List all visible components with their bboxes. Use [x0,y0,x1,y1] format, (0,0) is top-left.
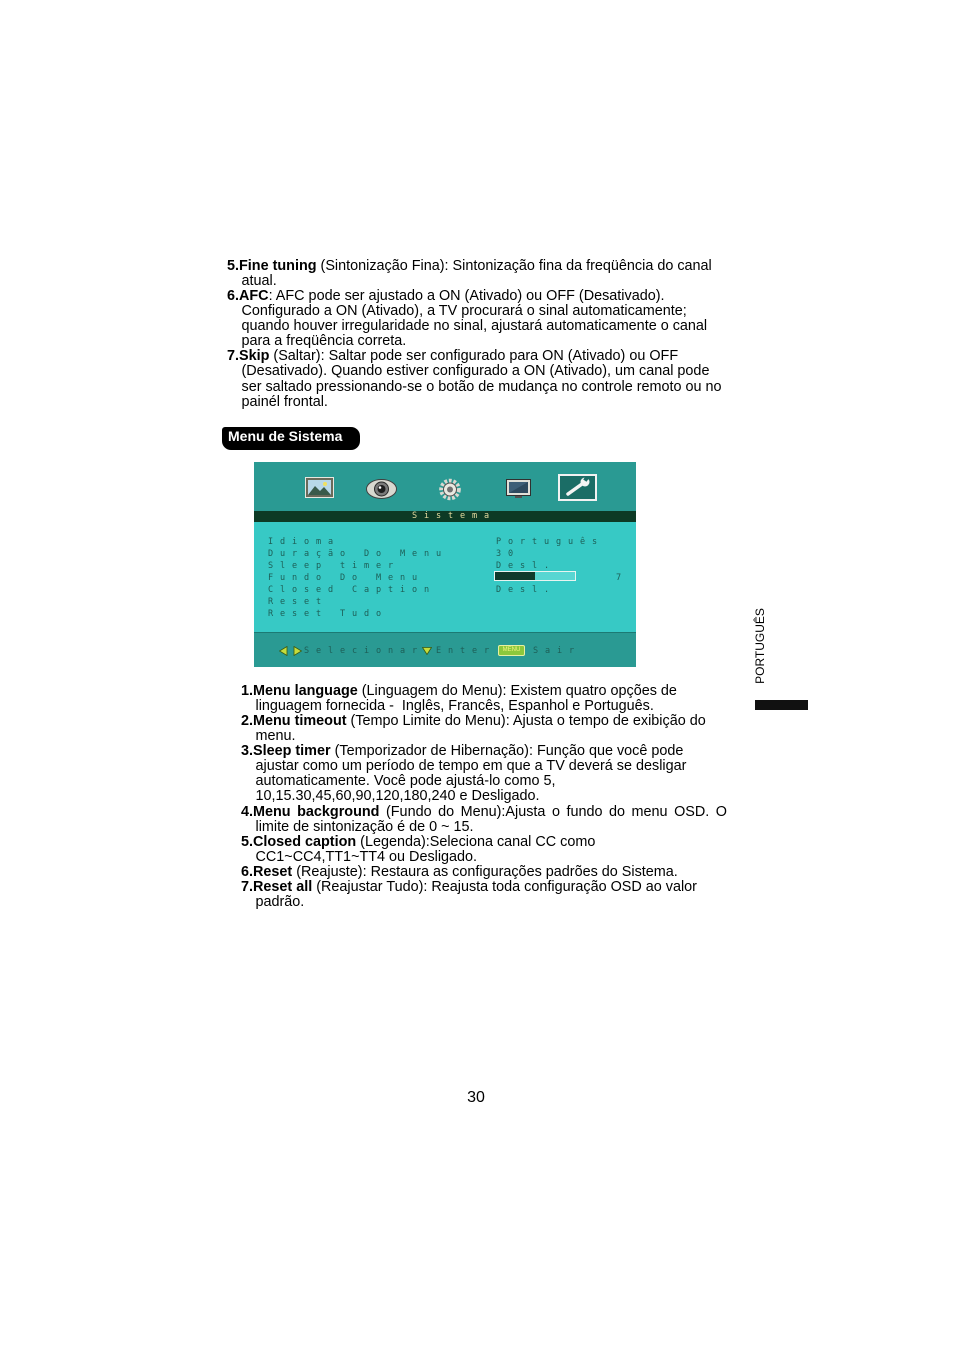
osd-title: Sistema [412,511,496,521]
list-item-sleep-timer [241,744,727,805]
list-item-afc [227,289,722,350]
slider-fill [495,572,535,580]
wrench-icon [560,476,595,499]
item-first-line [241,865,727,880]
item-description: (Reajustar Tudo): Reajusta toda configuração OSD ao valor [312,879,697,896]
list-item-closed-caption [241,835,727,865]
item-description-continued: linguagem fornecida - Inglês, Francês, Espanhol e Português. [255,697,654,714]
list-item-reset-all [241,880,727,910]
list-item-skip [227,349,722,410]
item-first-line [241,805,727,820]
page-number: 30 [467,1089,485,1106]
item-description-continued: (Desativado). Quando estiver configurado a ON (Ativado), um canal pode [241,363,710,380]
item-description: (Reajuste): Restaura as configurações padrões do Sistema. [292,864,678,881]
item-term: 5.Fine tuning [227,257,317,274]
right-arrow-icon [293,646,302,656]
osd-menu-row-sleep-timer [254,560,636,572]
item-term: 3.Sleep timer [241,743,331,760]
language-side-tab: PORTUGUÊS [753,608,767,684]
list-item-menu-language [241,684,727,714]
item-first-line [227,349,722,364]
osd-menu-value: 7 [616,573,628,583]
item-description-continued: atual. [241,272,277,289]
osd-menu-row-fundo-do-menu [254,572,636,584]
menu-key-icon: MENU [498,645,525,656]
item-term: 7.Skip [227,348,270,365]
left-arrow-icon [279,646,288,656]
item-description: (Fundo do Menu):Ajusta o fundo do menu OSD. O [379,803,727,820]
item-description-continued: menu. [255,727,296,744]
item-description-continued: CC1~CC4,TT1~TT4 ou Desligado. [255,849,478,866]
selected-tab-highlight [558,474,597,501]
item-first-line [241,714,727,729]
item-term: 7.Reset all [241,879,313,896]
item-first-line [241,835,727,850]
osd-menu-value: Desl. [496,585,556,595]
osd-menu-label: Fundo Do Menu [268,573,424,583]
list-item-reset [241,865,727,880]
top-section [227,259,722,410]
background-level-slider [494,571,576,581]
list-item-menu-timeout [241,714,727,744]
item-description-continued: padrão. [255,894,305,911]
picture-icon [305,477,334,498]
item-first-line [241,880,727,895]
item-description: : AFC pode ser ajustado a ON (Ativado) ou OFF (Desativado). [268,287,665,304]
footer-select-label: Selecionar [304,646,424,656]
item-description-continued: para a freqüência correta. [241,333,407,350]
item-description-continued: automaticamente. Você pode ajustá-lo como 5, [255,773,556,790]
item-term: 4.Menu background [241,803,380,820]
osd-menu-row-reset-tudo [254,608,636,620]
down-arrow-icon [422,647,432,655]
item-description: (Temporizador de Hibernação): Função que você pode [330,743,684,760]
item-description-continued: 10,15.30,45,60,90,120,180,240 e Desligado. [255,788,540,805]
item-first-line [227,259,722,274]
osd-menu-label: Closed Caption [268,585,436,595]
list-item-fine-tuning [227,259,722,289]
item-first-line [241,684,727,699]
item-description-continued: Configurado a ON (Ativado), a TV procurará o sinal automaticamente; [241,302,687,319]
footer-exit-label: Sair [533,646,581,656]
osd-menu-label: Reset Tudo [268,609,388,619]
item-first-line [241,744,727,759]
osd-menu-value: Português [496,537,604,547]
osd-menu-value: Desl. [496,561,556,571]
item-term: 6.AFC [227,287,269,304]
footer-enter-label: Enter [436,646,496,656]
osd-menu-label: Reset [268,597,328,607]
item-description-continued: ajustar como um período de tempo em que a TV deverá se desligar [255,758,687,775]
item-term: 5.Closed caption [241,833,357,850]
sound-icon [366,479,397,499]
item-term: 2.Menu timeout [241,712,347,729]
item-first-line [227,289,722,304]
item-description-continued: quando houver irregularidade no sinal, ajustará automaticamente o canal [241,318,708,335]
osd-menu-value: 30 [496,549,520,559]
item-description-continued: painél frontal. [241,393,328,410]
item-description: (Tempo Limite do Menu): Ajusta o tempo de exibição do [346,712,706,729]
item-description-continued: ser saltado pressionando-se o botão de mudança no controle remoto ou no [241,378,722,395]
list-item-menu-background [241,805,727,835]
osd-menu-label: Duração Do Menu [268,549,448,559]
item-term: 6.Reset [241,864,293,881]
bottom-section [241,684,727,911]
item-description: (Saltar): Saltar pode ser configurado para ON (Ativado) ou OFF [269,348,679,365]
item-description: (Sintonização Fina): Sintonização fina da freqüência do canal [316,257,712,274]
osd-menu-label: Idioma [268,537,340,547]
tv-icon [506,479,531,498]
osd-system-menu-screenshot [254,462,636,667]
osd-footer-hints [254,645,636,657]
gear-icon [434,478,466,501]
osd-menu-row-closed-caption [254,584,636,596]
osd-menu-row-idioma [254,536,636,548]
side-tab-marker [755,700,808,710]
item-description: (Legenda):Seleciona canal CC como [356,833,596,850]
item-term: 1.Menu language [241,682,358,699]
item-description-continued: limite de sintonização é de 0 ~ 15. [255,818,474,835]
osd-menu-list [254,536,636,620]
osd-menu-row-reset [254,596,636,608]
osd-menu-row-duracao-do-menu [254,548,636,560]
section-heading: Menu de Sistema [222,427,360,450]
osd-menu-label: Sleep timer [268,561,400,571]
item-description: (Linguagem do Menu): Existem quatro opções de [357,682,677,699]
